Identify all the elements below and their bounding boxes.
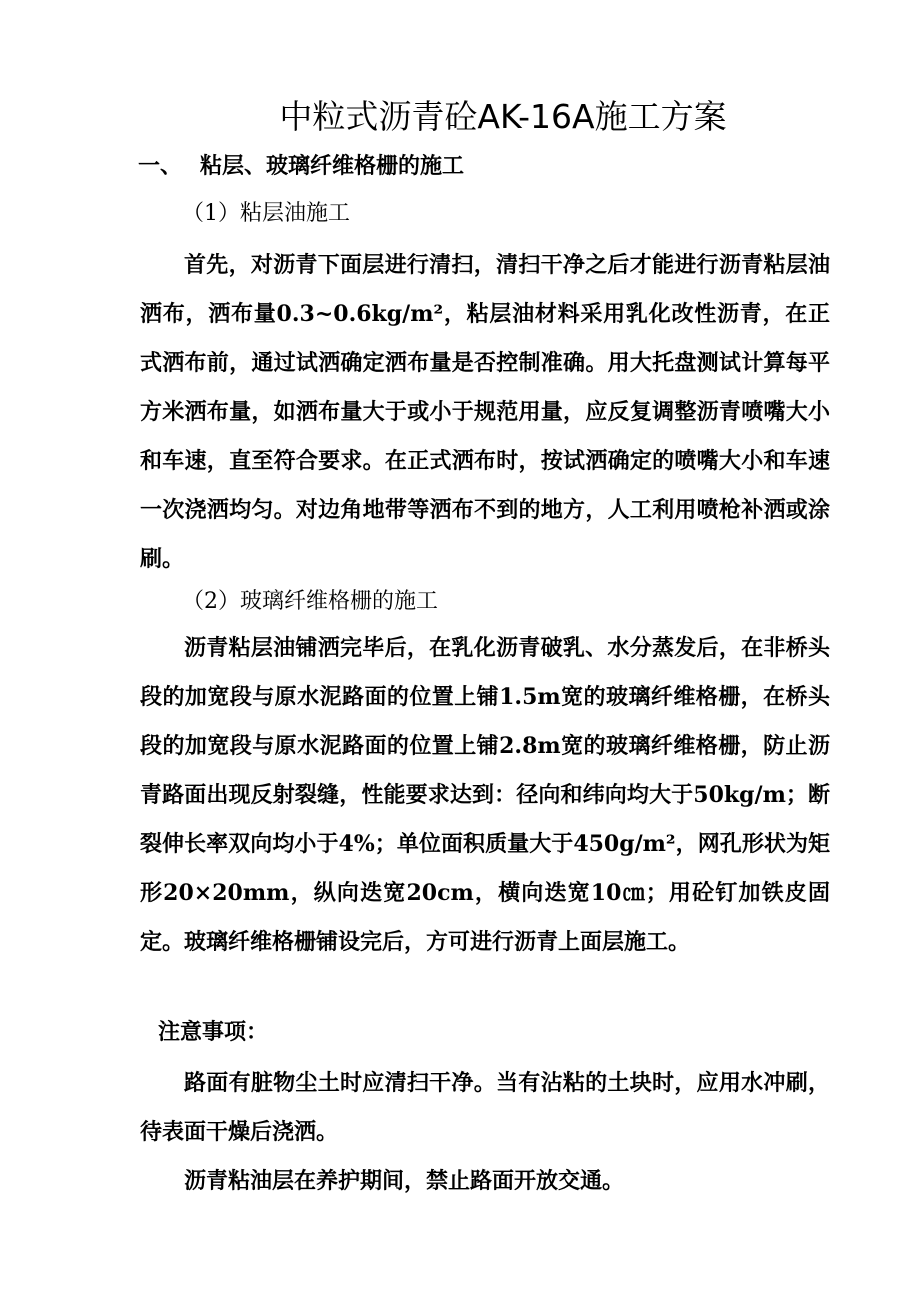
document-title: 中粒式沥青砼AK-16A施工方案 [279, 97, 727, 136]
section-heading [138, 146, 464, 186]
section-heading-text: 粘层、玻璃纤维格栅的施工 [200, 153, 465, 179]
notice-label: 注意事项： [158, 1019, 269, 1045]
section-number: 一、 [138, 153, 183, 179]
subsection-1-paragraph: 首先，对沥青下面层进行清扫，清扫干净之后才能进行沥青粘层油洒布，洒布量0.3~0.6kg/m²，粘层油材料采用乳化改性沥青，在正式洒布前，通过试洒确定洒布量是否控制准确。用大托盘测试计算每平方米洒布量，如洒布量大于或小于规范用量，应反复调整沥青喷嘴大小和车速，直至符合要求。在正式洒布时，按试洒确定的喷嘴大小和车速一次浇洒均匀。对边角地带等洒布不到的地方，人工利用喷枪补洒或涂刷。 [140, 252, 830, 572]
notice-item-2: 沥青粘油层在养护期间，禁止路面开放交通。 [184, 1168, 625, 1194]
subsection-2-paragraph: 沥青粘层油铺洒完毕后，在乳化沥青破乳、水分蒸发后，在非桥头段的加宽段与原水泥路面的位置上铺1.5m宽的玻璃纤维格栅，在桥头段的加宽段与原水泥路面的位置上铺2.8m宽的玻璃纤维格栅，防止沥青路面出现反射裂缝，性能要求达到：径向和纬向均大于50kg/m；断裂伸长率双向均小于4%；单位面积质量大于450g/m²，网孔形状为矩形20×20mm，纵向迭宽20cm，横向迭宽10㎝；用砼钉加铁皮固定。玻璃纤维格栅铺设完后，方可进行沥青上面层施工。 [140, 635, 830, 955]
subsection-1-label: （1）粘层油施工 [182, 201, 350, 226]
subsection-2-label: （2）玻璃纤维格栅的施工 [182, 589, 438, 614]
notice-item-1: 路面有脏物尘土时应清扫干净。当有沾粘的土块时，应用水冲刷，待表面干燥后浇洒。 [140, 1070, 830, 1145]
